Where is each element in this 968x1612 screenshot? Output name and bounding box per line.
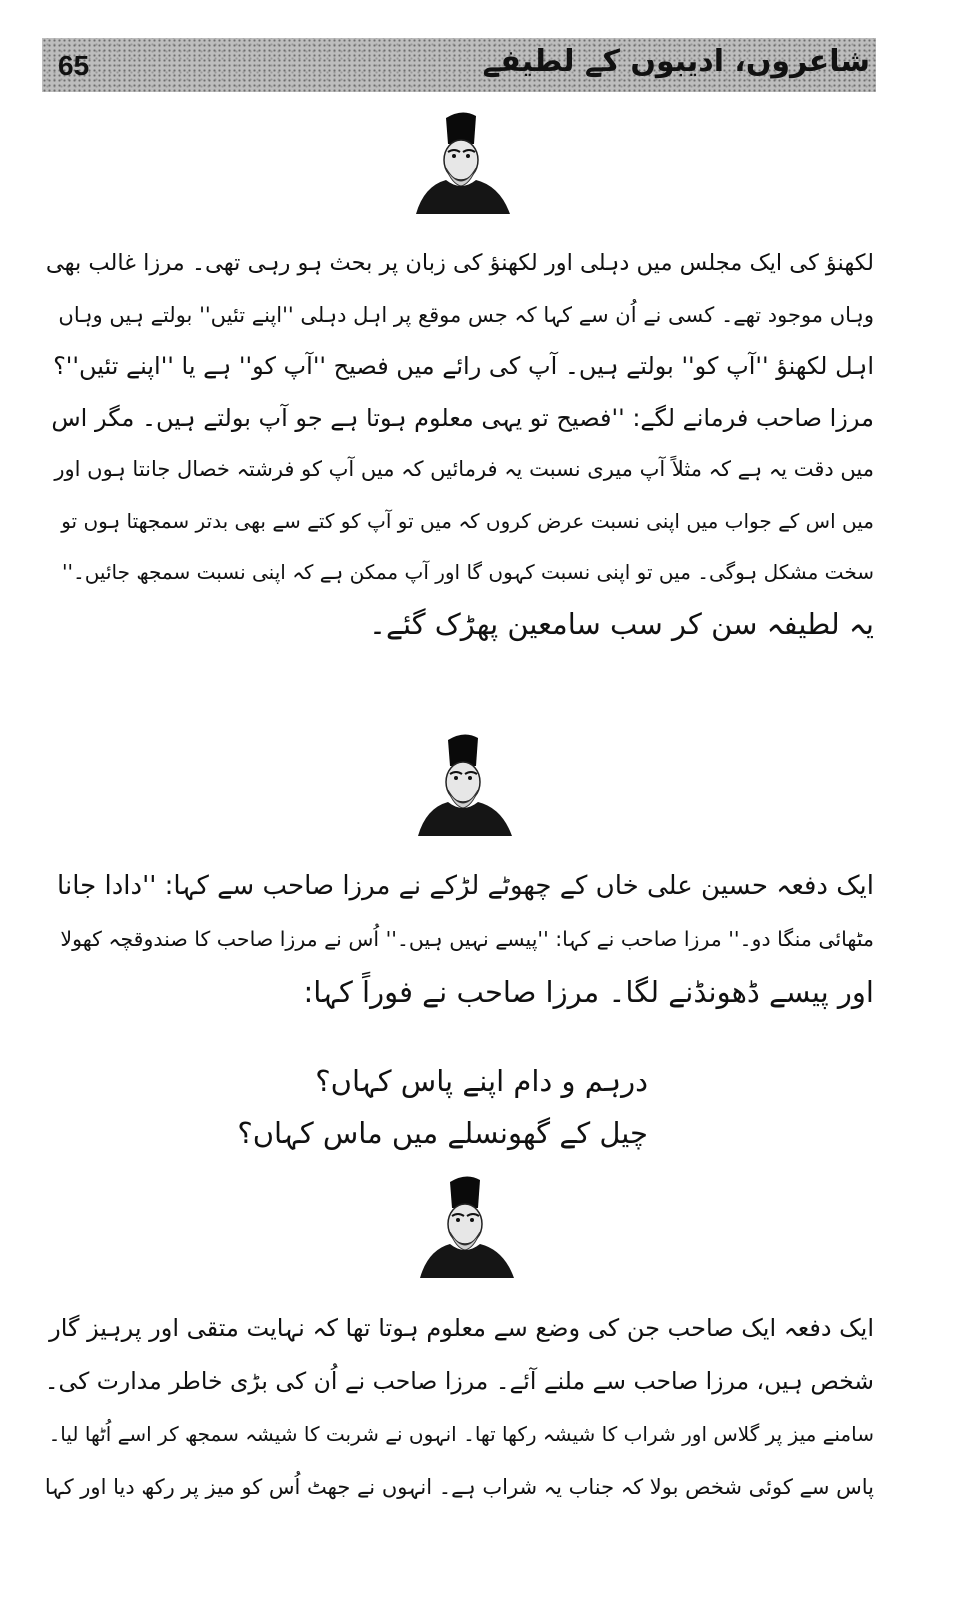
portrait-ornament-2 <box>412 730 516 838</box>
text-line: مرزا صاحب فرمانے لگے: ''فصیح تو یہی معلوم ہوتا ہے جو آپ بولتے ہیں۔ مگر اس <box>51 403 874 432</box>
text-line: یہ لطیفہ سن کر سب سامعین پھڑک گئے۔ <box>368 606 874 641</box>
text-line: ایک دفعہ حسین علی خاں کے چھوٹے لڑکے نے مرزا صاحب سے کہا: ''دادا جانا <box>57 871 874 901</box>
anecdote-3-text <box>44 1302 874 1514</box>
book-title: شاعروں، ادیبوں کے لطیفے <box>482 44 870 79</box>
verse-line-1: درہم و دام اپنے پاس کہاں؟ <box>315 1064 648 1098</box>
text-line: مٹھائی منگا دو۔'' مرزا صاحب نے کہا: ''پیسے نہیں ہیں۔'' اُس نے مرزا صاحب کا صندوقچہ کھولا <box>60 927 874 951</box>
text-line: میں دقت یہ ہے کہ مثلاً آپ میری نسبت یہ فرمائیں کہ میں آپ کو فرشتہ خصال جانتا ہوں اور <box>54 457 874 481</box>
text-line: شخص ہیں، مرزا صاحب سے ملنے آئے۔ مرزا صاحب نے اُن کی بڑی خاطر مدارت کی۔ <box>44 1367 874 1395</box>
text-line: اہل لکھنؤ ''آپ کو'' بولتے ہیں۔ آپ کی رائے میں فصیح ''آپ کو'' ہے یا ''اپنے تئیں''؟ <box>53 352 874 380</box>
text-line: پاس سے کوئی شخص بولا کہ جناب یہ شراب ہے۔ انہوں نے جھٹ اُس کو میز پر رکھ دیا اور کہا <box>44 1475 874 1499</box>
anecdote-1-text <box>44 238 874 650</box>
text-line: وہاں موجود تھے۔ کسی نے اُن سے کہا کہ جس موقع پر اہل دہلی ''اپنے تئیں'' بولتے ہیں وہاں <box>58 302 874 327</box>
text-line: سامنے میز پر گلاس اور شراب کا شیشہ رکھا تھا۔ انہوں نے شربت کا شیشہ سمجھ کر اسے اُٹھا لیا۔ <box>48 1422 874 1446</box>
text-line: اور پیسے ڈھونڈنے لگا۔ مرزا صاحب نے فوراً کہا: <box>303 975 874 1009</box>
text-line: میں اس کے جواب میں اپنی نسبت عرض کروں کہ میں تو آپ کو کتے سے بھی بدتر سمجھتا ہوں تو <box>61 508 874 533</box>
portrait-ornament-1 <box>410 108 514 216</box>
text-line: سخت مشکل ہوگی۔ میں تو اپنی نسبت کہوں گا اور آپ ممکن ہے کہ اپنی نسبت سمجھ جائیں۔'' <box>61 560 874 584</box>
page-number: 65 <box>58 50 90 81</box>
text-line: لکھنؤ کی ایک مجلس میں دہلی اور لکھنؤ کی زبان پر بحث ہو رہی تھی۔ مرزا غالب بھی <box>45 250 874 276</box>
anecdote-2-text <box>44 860 874 1019</box>
text-line: ایک دفعہ ایک صاحب جن کی وضع سے معلوم ہوتا تھا کہ نہایت متقی اور پرہیز گار <box>49 1314 874 1342</box>
verse-line-2: چیل کے گھونسلے میں ماس کہاں؟ <box>237 1116 648 1150</box>
portrait-ornament-3 <box>414 1172 518 1280</box>
